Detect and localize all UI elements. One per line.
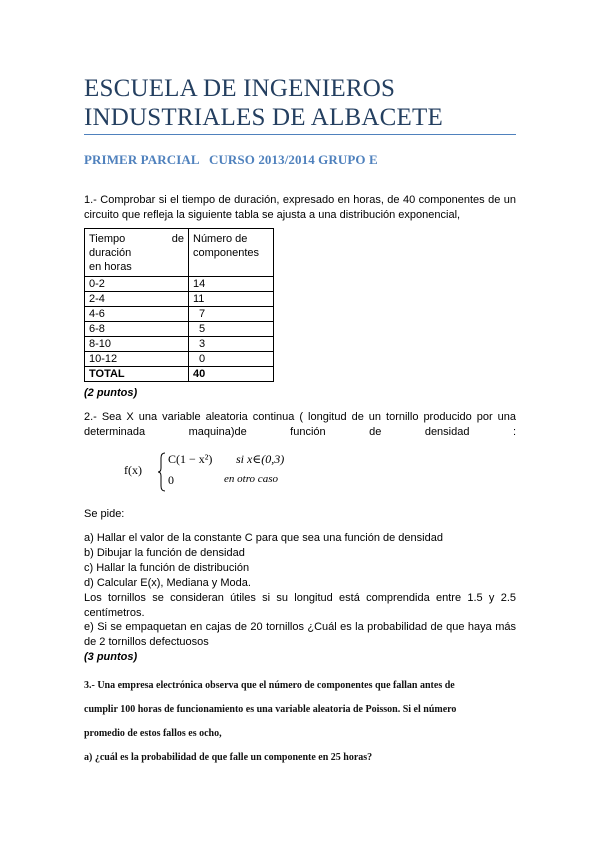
question-2-part-b: b) Dibujar la función de densidad bbox=[84, 547, 245, 559]
header-hours-word: en horas bbox=[89, 261, 132, 273]
left-brace-icon bbox=[157, 452, 167, 492]
interval-cell: 8-10 bbox=[85, 337, 189, 352]
question-2-points: (3 puntos) bbox=[84, 651, 138, 663]
total-label-cell: TOTAL bbox=[85, 367, 189, 382]
count-cell: 5 bbox=[189, 322, 274, 337]
question-2-note: Los tornillos se consideran útiles si su longitud está comprendida entre 1.5 y 2.5 centímetros. bbox=[84, 592, 516, 619]
title-divider bbox=[84, 134, 516, 135]
table-row bbox=[85, 337, 274, 352]
question-2-text: 2.- Sea X una variable aleatoria continua ( longitud de un tornillo producido por una determinada maquina)de función de densidad : bbox=[84, 411, 516, 438]
count-cell: 14 bbox=[189, 277, 274, 292]
table-row bbox=[85, 307, 274, 322]
question-3-part-a: a) ¿cuál es la probabilidad de que falle un componente en 25 horas? bbox=[84, 752, 373, 763]
title-line-2: INDUSTRIALES DE ALBACETE bbox=[84, 104, 443, 131]
question-2-part-d: d) Calcular E(x), Mediana y Moda. bbox=[84, 577, 251, 589]
header-time-word: Tiempo bbox=[89, 233, 126, 245]
header-count-line1: Número de bbox=[193, 233, 248, 245]
table-total-row bbox=[85, 367, 274, 382]
table-header-row bbox=[85, 229, 274, 277]
formula-case-2: 0 bbox=[168, 473, 174, 487]
question-2-part-c: c) Hallar la función de distribución bbox=[84, 562, 250, 574]
table-row bbox=[85, 292, 274, 307]
total-value-cell: 40 bbox=[189, 367, 274, 382]
header-count-cell bbox=[189, 229, 274, 277]
se-pide-label: Se pide: bbox=[84, 508, 125, 520]
header-count-line2: componentes bbox=[193, 247, 260, 259]
density-formula bbox=[124, 452, 324, 492]
interval-cell: 4-6 bbox=[85, 307, 189, 322]
question-3-line-2: cumplir 100 horas de funcionamiento es una variable aleatoria de Poisson. Si el número bbox=[84, 704, 457, 715]
question-1-points: (2 puntos) bbox=[84, 387, 138, 399]
page-title bbox=[84, 74, 524, 132]
formula-case-1: C(1 − x²) bbox=[168, 452, 213, 466]
question-3-line-3: promedio de estos fallos es ocho, bbox=[84, 728, 222, 739]
question-3-line-1: 3.- Una empresa electrónica observa que el número de componentes que fallan antes de bbox=[84, 680, 455, 691]
interval-cell: 2-4 bbox=[85, 292, 189, 307]
table-row bbox=[85, 277, 274, 292]
interval-cell: 0-2 bbox=[85, 277, 189, 292]
question-2-part-e: e) Si se empaquetan en cajas de 20 tornillos ¿Cuál es la probabilidad de que haya más de 2 tornillos defectuosos bbox=[84, 621, 516, 648]
question-2-part-a: a) Hallar el valor de la constante C para que sea una función de densidad bbox=[84, 532, 443, 544]
count-cell: 0 bbox=[189, 352, 274, 367]
interval-cell: 10-12 bbox=[85, 352, 189, 367]
header-duration-word: duración bbox=[89, 247, 132, 259]
count-cell: 7 bbox=[189, 307, 274, 322]
formula-condition-1: si x∈(0,3) bbox=[236, 452, 285, 466]
header-de-word: de bbox=[171, 233, 184, 245]
title-line-1: ESCUELA DE INGENIEROS bbox=[84, 75, 396, 102]
count-cell: 11 bbox=[189, 292, 274, 307]
table-row bbox=[85, 352, 274, 367]
formula-lhs: f(x) bbox=[124, 463, 142, 477]
interval-cell: 6-8 bbox=[85, 322, 189, 337]
exam-subtitle: PRIMER PARCIAL CURSO 2013/2014 GRUPO E bbox=[84, 152, 378, 167]
formula-condition-2: en otro caso bbox=[224, 473, 278, 485]
table-row bbox=[85, 322, 274, 337]
question-1-text: 1.- Comprobar si el tiempo de duración, expresado en horas, de 40 componentes de un circuito que refleja la siguiente tabla se ajusta a una distribución exponencial, bbox=[84, 194, 516, 221]
duration-table bbox=[84, 228, 274, 382]
header-time-cell bbox=[85, 229, 189, 277]
count-cell: 3 bbox=[189, 337, 274, 352]
